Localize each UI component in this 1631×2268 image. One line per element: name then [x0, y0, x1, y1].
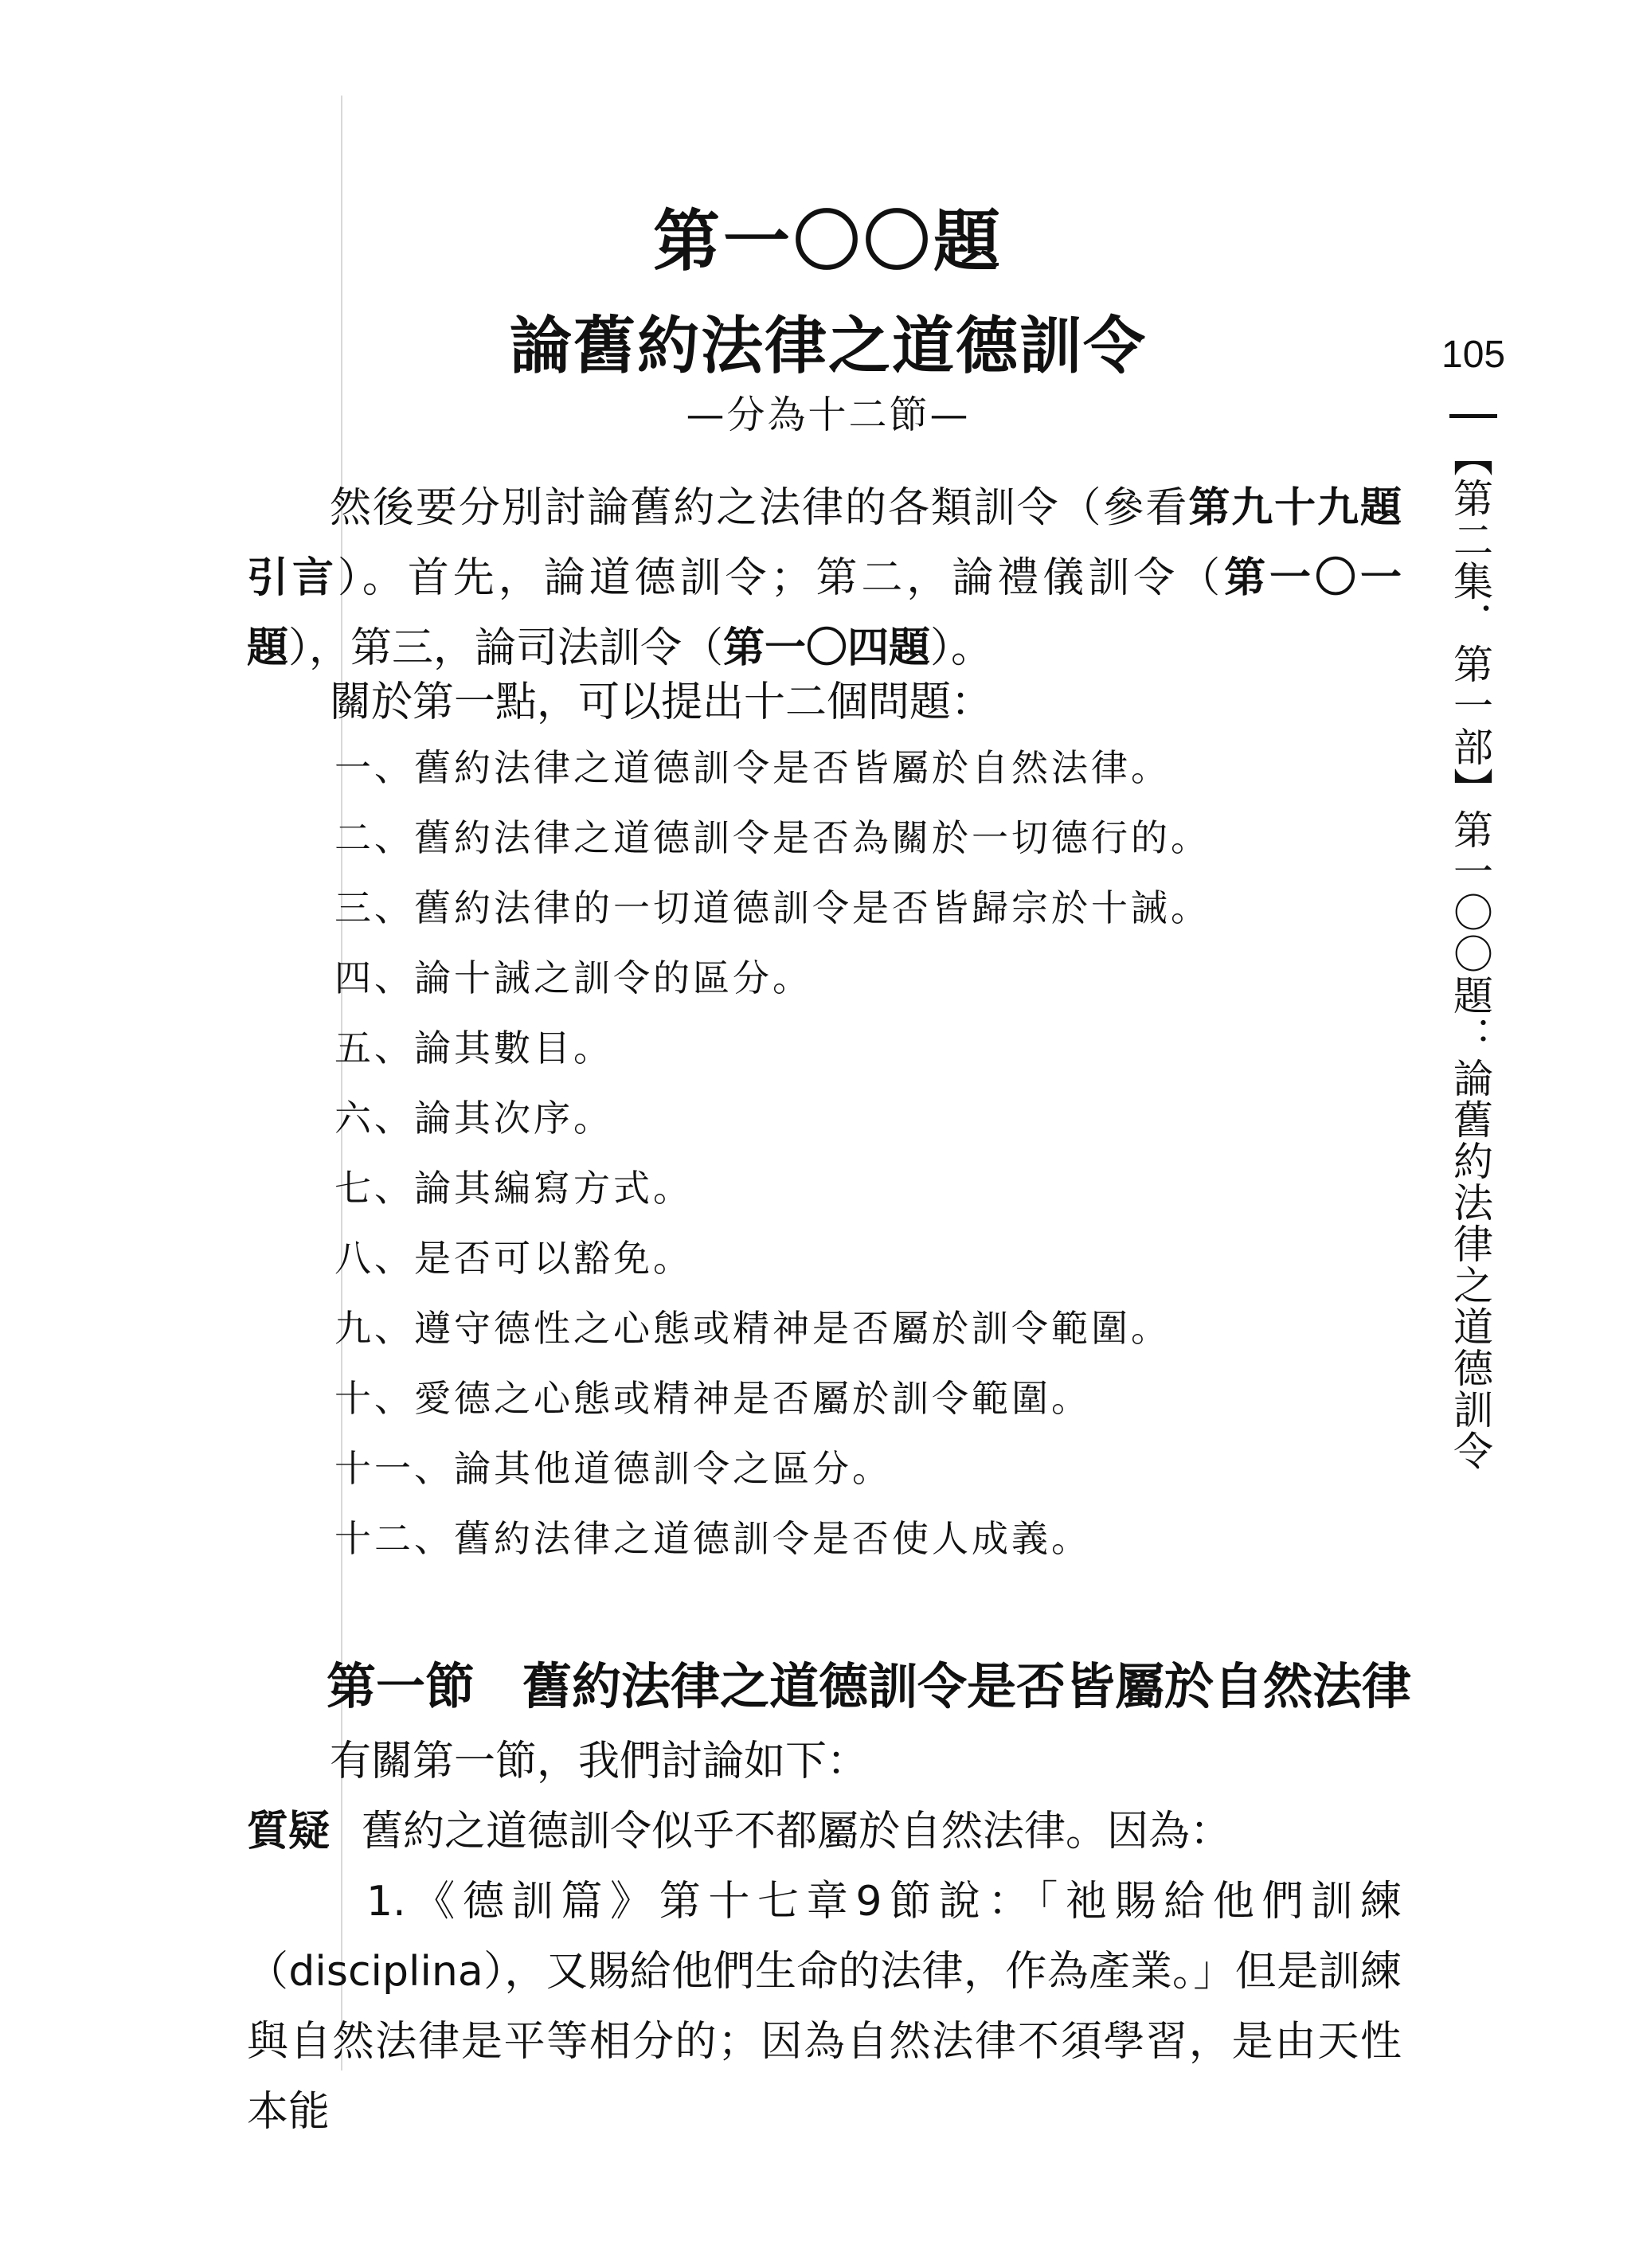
- objection-paragraph: [247, 1797, 1402, 1867]
- list-item: 十、愛德之心態或精神是否屬於訓令範圍。: [334, 1377, 1091, 1420]
- intro-text-1: 然後要分別討論舊約之法律的各類訓令（參看: [330, 484, 1189, 532]
- question-title: 論舊約法律之道德訓令: [509, 310, 1147, 382]
- list-item: 十一、論其他道德訓令之區分。: [334, 1447, 892, 1490]
- question-subtitle: —分為十二節—: [686, 393, 971, 437]
- list-item: 一、舊約法律之道德訓令是否皆屬於自然法律。: [334, 746, 1171, 789]
- question-number: 第一〇〇題: [652, 201, 1003, 280]
- objection-text: 舊約之道德訓令似乎不都屬於自然法律。因為：: [362, 1808, 1232, 1855]
- list-item: 七、論其編寫方式。: [334, 1167, 693, 1210]
- intro-text-2: ）。首先，論道德訓令；第二，論禮儀訓令（: [337, 554, 1225, 602]
- running-head-rule: [1449, 414, 1497, 418]
- list-item: 二、舊約法律之道德訓令是否為關於一切德行的。: [334, 816, 1211, 859]
- list-item: 六、論其次序。: [334, 1097, 613, 1140]
- intro-paragraph: [247, 473, 1402, 683]
- intro-ref-104: 第一〇四題: [723, 624, 931, 672]
- intro-ref-99: 第九十九題引言: [247, 484, 1402, 602]
- list-item: 四、論十誡之訓令的區分。: [334, 956, 812, 999]
- list-item: 五、論其數目。: [334, 1026, 613, 1069]
- intro-question-lead: 關於第一點，可以提出十二個問題：: [330, 678, 993, 726]
- list-item: 三、舊約法律的一切道德訓令是否皆歸宗於十誡。: [334, 886, 1211, 929]
- objection-label: 質疑: [247, 1808, 331, 1855]
- question-list: [334, 733, 1370, 1574]
- argument-1: 1.《德訓篇》第十七章9節說：「祂賜給他們訓練（disciplina），又賜給他們生命的法律，作為產業。」但是訓練與自然法律是平等相分的；因為自然法律不須學習，是由天性本能: [247, 1878, 1402, 2136]
- list-item: 十二、舊約法律之道德訓令是否使人成義。: [334, 1517, 1091, 1560]
- page-number: 105: [1441, 334, 1506, 376]
- list-item: 八、是否可以豁免。: [334, 1237, 693, 1280]
- intro-text-3: ），第三，論司法訓令（: [288, 624, 724, 672]
- list-item: 九、遵守德性之心態或精神是否屬於訓令範圍。: [334, 1307, 1171, 1350]
- intro-text-4: ）。: [930, 624, 993, 672]
- section-heading: [327, 1647, 1441, 1718]
- running-head-text: 【第二集．第一部】第一〇〇題：論舊約法律之道德訓令: [1447, 436, 1493, 1472]
- section-title: 舊約法律之道德訓令是否皆屬於自然法律: [522, 1657, 1412, 1715]
- section-lead: 有關第一節，我們討論如下：: [330, 1738, 869, 1785]
- intro-ref-101: 第一〇一題: [247, 554, 1402, 672]
- section-number: 第一節: [327, 1657, 475, 1715]
